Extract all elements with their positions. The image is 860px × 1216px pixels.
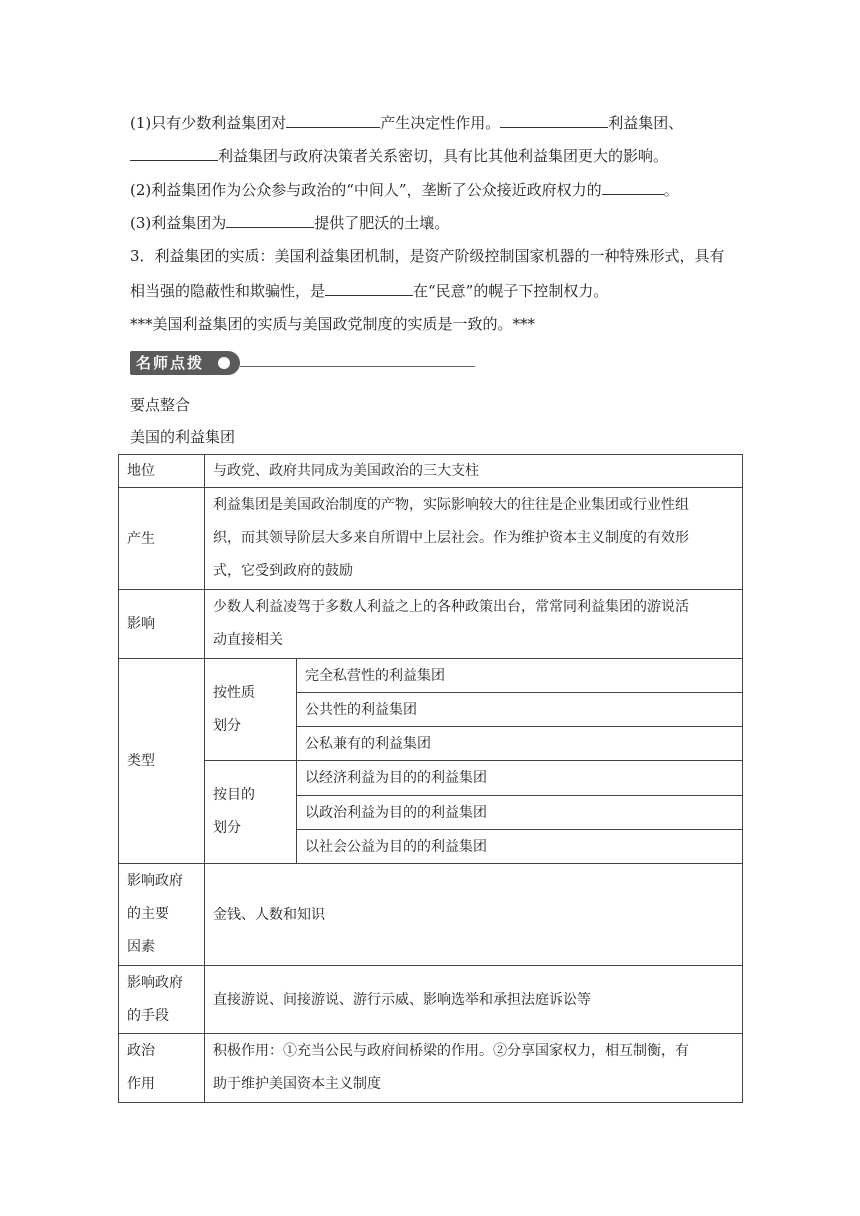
row-content: 直接游说、间接游说、游行示威、影响选举和承担法庭诉讼等 — [205, 966, 743, 1034]
text-line: 作用 — [127, 1076, 155, 1092]
row-label — [119, 1034, 205, 1103]
row-label — [119, 966, 205, 1034]
section-header — [130, 351, 475, 375]
text-line: 影响政府 — [127, 873, 183, 889]
table-row — [119, 488, 743, 590]
row-label: 地位 — [119, 455, 205, 488]
sub-label — [205, 761, 297, 864]
sub-label — [205, 659, 297, 761]
answer-blank[interactable] — [602, 179, 664, 195]
text-line: 动直接相关 — [213, 632, 283, 648]
row-label: 类型 — [119, 659, 205, 864]
type-item: 公共性的利益集团 — [297, 693, 743, 727]
table-row — [119, 966, 743, 1034]
badge-text: 名师点拨 — [136, 354, 205, 372]
text-line: 式，它受到政府的鼓励 — [213, 563, 353, 579]
text-line: 利益集团是美国政治制度的产物，实际影响较大的往往是企业集团或行业性组 — [213, 497, 689, 513]
point3-line-2 — [130, 280, 608, 301]
fill-in-line-2 — [130, 145, 668, 166]
text-line: 助于维护美国资本主义制度 — [213, 1076, 381, 1092]
row-content — [205, 488, 743, 590]
fill-in-line-4 — [130, 212, 449, 233]
text: 相当强的隐蔽性和欺骗性，是 — [130, 282, 326, 300]
row-content: 与政党、政府共同成为美国政治的三大支柱 — [205, 455, 743, 488]
text: 。 — [663, 181, 679, 199]
row-label: 产生 — [119, 488, 205, 590]
row-label — [119, 864, 205, 966]
fill-in-line-1 — [130, 112, 683, 133]
text: (2)利益集团作为公众参与政治的“中间人”，垄断了公众接近政府权力的 — [130, 181, 602, 199]
text: 在“民意”的幌子下控制权力。 — [413, 282, 609, 300]
type-item: 以政治利益为目的的利益集团 — [297, 796, 743, 830]
answer-blank[interactable] — [226, 212, 314, 228]
text: (1)只有少数利益集团对 — [130, 114, 287, 132]
note-line: ***美国利益集团的实质与美国政党制度的实质是一致的。*** — [130, 315, 536, 333]
text-line: 按目的 — [213, 787, 255, 803]
text-line: 积极作用：①充当公民与政府间桥梁的作用。②分享国家权力，相互制衡，有 — [213, 1043, 689, 1059]
table-row — [119, 590, 743, 659]
point3-line-1: 3．利益集团的实质：美国利益集团机制，是资产阶级控制国家机器的一种特殊形式，具有 — [130, 247, 725, 265]
dot-icon — [218, 357, 230, 369]
text: 产生决定性作用。 — [380, 114, 501, 132]
answer-blank[interactable] — [500, 112, 608, 128]
answer-blank[interactable] — [130, 145, 218, 161]
row-label: 影响 — [119, 590, 205, 659]
row-content — [205, 590, 743, 659]
subtitle-table-title: 美国的利益集团 — [130, 428, 236, 446]
text: 利益集团、 — [608, 114, 684, 132]
row-content — [205, 1034, 743, 1103]
type-item: 公私兼有的利益集团 — [297, 727, 743, 761]
divider — [240, 366, 475, 367]
row-content: 金钱、人数和知识 — [205, 864, 743, 966]
fill-in-line-3 — [130, 179, 679, 200]
text-line: 按性质 — [213, 684, 255, 701]
text: 利益集团与政府决策者关系密切，具有比其他利益集团更大的影响。 — [218, 147, 669, 165]
table-row — [119, 761, 743, 796]
text-line: 划分 — [213, 820, 241, 836]
table-row — [119, 659, 743, 693]
type-item: 以社会公益为目的的利益集团 — [297, 830, 743, 864]
table-row — [119, 455, 743, 488]
interest-groups-table — [118, 454, 743, 1103]
table-row — [119, 1034, 743, 1103]
subtitle-key-points: 要点整合 — [130, 396, 191, 414]
type-item: 以经济利益为目的的利益集团 — [297, 761, 743, 796]
text-line: 因素 — [127, 939, 155, 955]
text: 提供了肥沃的土壤。 — [314, 214, 450, 232]
text-line: 的主要 — [127, 906, 169, 922]
text-line: 政治 — [127, 1043, 155, 1059]
table-row — [119, 864, 743, 966]
answer-blank[interactable] — [286, 112, 380, 128]
text-line: 影响政府 — [127, 974, 183, 991]
text-line: 划分 — [213, 717, 241, 734]
text: (3)利益集团为 — [130, 214, 227, 232]
text-line: 少数人利益凌驾于多数人利益之上的各种政策出台，常常同利益集团的游说活 — [213, 599, 689, 615]
type-item: 完全私营性的利益集团 — [297, 659, 743, 693]
answer-blank[interactable] — [325, 280, 413, 296]
text-line: 的手段 — [127, 1007, 169, 1024]
text-line: 织，而其领导阶层大多来自所谓中上层社会。作为维护资本主义制度的有效形 — [213, 530, 689, 546]
